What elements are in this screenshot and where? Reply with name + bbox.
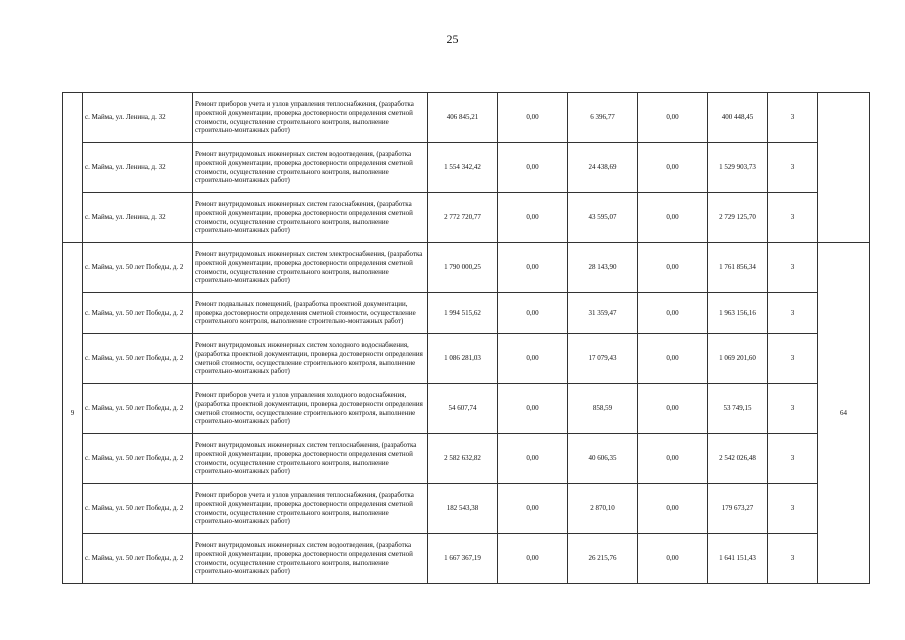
total-cost-cell: 54 607,74 [428, 384, 498, 434]
year-cell: 3 [768, 93, 818, 143]
fund-cost-cell: 0,00 [498, 334, 568, 384]
fund-cost-cell: 0,00 [498, 93, 568, 143]
address-cell: с. Майма, ул. 50 лет Победы, д. 2 [83, 384, 193, 434]
region-cost-cell: 24 438,69 [568, 143, 638, 193]
work-description-cell: Ремонт внутридомовых инженерных систем холодного водоснабжения, (разработка проектной документации, проверка достоверности определения сметной стоимости, осуществление строительного контроля, выполнение строительно-монтажных работ) [193, 334, 428, 384]
table-row [63, 143, 870, 193]
fund-cost-cell: 0,00 [498, 384, 568, 434]
local-cost-cell: 0,00 [638, 434, 708, 484]
fund-cost-cell: 0,00 [498, 243, 568, 293]
year-cell: 3 [768, 384, 818, 434]
address-cell: с. Майма, ул. 50 лет Победы, д. 2 [83, 334, 193, 384]
year-cell: 3 [768, 534, 818, 584]
page-number: 25 [446, 32, 459, 46]
address-cell: с. Майма, ул. 50 лет Победы, д. 2 [83, 434, 193, 484]
group-b-number-cell: 9 [63, 243, 83, 584]
local-cost-cell: 0,00 [638, 243, 708, 293]
region-cost-cell: 40 606,35 [568, 434, 638, 484]
work-description-cell: Ремонт внутридомовых инженерных систем газоснабжения, (разработка проектной документации, проверка достоверности определения сметной стоимости, осуществление строительного контроля, выполнение строительно-монтажных работ) [193, 193, 428, 243]
total-cost-cell: 1 994 515,62 [428, 293, 498, 334]
year-cell: 3 [768, 193, 818, 243]
address-cell: с. Майма, ул. 50 лет Победы, д. 2 [83, 484, 193, 534]
repair-works-table [62, 92, 870, 584]
owners-cost-cell: 179 673,27 [708, 484, 768, 534]
fund-cost-cell: 0,00 [498, 193, 568, 243]
local-cost-cell: 0,00 [638, 193, 708, 243]
table-row [63, 484, 870, 534]
fund-cost-cell: 0,00 [498, 534, 568, 584]
local-cost-cell: 0,00 [638, 534, 708, 584]
group-a-count-cell [818, 93, 870, 243]
region-cost-cell: 17 079,43 [568, 334, 638, 384]
owners-cost-cell: 1 529 903,73 [708, 143, 768, 193]
owners-cost-cell: 2 542 026,48 [708, 434, 768, 484]
total-cost-cell: 1 554 342,42 [428, 143, 498, 193]
region-cost-cell: 43 595,07 [568, 193, 638, 243]
total-cost-cell: 1 667 367,19 [428, 534, 498, 584]
region-cost-cell: 26 215,76 [568, 534, 638, 584]
table-row [63, 334, 870, 384]
work-description-cell: Ремонт приборов учета и узлов управления теплоснабжения, (разработка проектной документации, проверка достоверности определения сметной стоимости, осуществление строительного контроля, выполнение строительно-монтажных работ) [193, 484, 428, 534]
total-cost-cell: 182 543,38 [428, 484, 498, 534]
fund-cost-cell: 0,00 [498, 293, 568, 334]
group-a-number-cell [63, 93, 83, 243]
region-cost-cell: 6 396,77 [568, 93, 638, 143]
work-description-cell: Ремонт приборов учета и узлов управления холодного водоснабжения, (разработка проектной документации, проверка достоверности определения сметной стоимости, осуществление строительного контроля, выполнение строительно-монтажных работ) [193, 384, 428, 434]
owners-cost-cell: 1 641 151,43 [708, 534, 768, 584]
total-cost-cell: 1 086 281,03 [428, 334, 498, 384]
address-cell: с. Майма, ул. 50 лет Победы, д. 2 [83, 243, 193, 293]
year-cell: 3 [768, 434, 818, 484]
work-description-cell: Ремонт внутридомовых инженерных систем электроснабжения, (разработка проектной документации, проверка достоверности определения сметной стоимости, осуществление строительного контроля, выполнение строительно-монтажных работ) [193, 243, 428, 293]
local-cost-cell: 0,00 [638, 143, 708, 193]
address-cell: с. Майма, ул. Ленина, д. 32 [83, 93, 193, 143]
total-cost-cell: 2 582 632,82 [428, 434, 498, 484]
group-b-count-cell: 64 [818, 243, 870, 584]
table-row [63, 384, 870, 434]
work-description-cell: Ремонт подвальных помещений, (разработка проектной документации, проверка достоверности определения сметной стоимости, осуществление строительного контроля, выполнение строительно-монтажных работ) [193, 293, 428, 334]
owners-cost-cell: 1 761 856,34 [708, 243, 768, 293]
fund-cost-cell: 0,00 [498, 434, 568, 484]
address-cell: с. Майма, ул. 50 лет Победы, д. 2 [83, 534, 193, 584]
address-cell: с. Майма, ул. Ленина, д. 32 [83, 193, 193, 243]
year-cell: 3 [768, 334, 818, 384]
local-cost-cell: 0,00 [638, 293, 708, 334]
owners-cost-cell: 1 963 156,16 [708, 293, 768, 334]
local-cost-cell: 0,00 [638, 384, 708, 434]
fund-cost-cell: 0,00 [498, 143, 568, 193]
table-row [63, 243, 870, 293]
table-body [63, 93, 870, 584]
region-cost-cell: 31 359,47 [568, 293, 638, 334]
table-row [63, 93, 870, 143]
local-cost-cell: 0,00 [638, 484, 708, 534]
local-cost-cell: 0,00 [638, 334, 708, 384]
region-cost-cell: 858,59 [568, 384, 638, 434]
total-cost-cell: 406 845,21 [428, 93, 498, 143]
local-cost-cell: 0,00 [638, 93, 708, 143]
work-description-cell: Ремонт внутридомовых инженерных систем водоотведения, (разработка проектной документации, проверка достоверности определения сметной стоимости, осуществление строительного контроля, выполнение строительно-монтажных работ) [193, 143, 428, 193]
total-cost-cell: 1 790 000,25 [428, 243, 498, 293]
fund-cost-cell: 0,00 [498, 484, 568, 534]
table-row [63, 293, 870, 334]
owners-cost-cell: 53 749,15 [708, 384, 768, 434]
owners-cost-cell: 2 729 125,70 [708, 193, 768, 243]
year-cell: 3 [768, 484, 818, 534]
address-cell: с. Майма, ул. Ленина, д. 32 [83, 143, 193, 193]
owners-cost-cell: 1 069 201,60 [708, 334, 768, 384]
total-cost-cell: 2 772 720,77 [428, 193, 498, 243]
year-cell: 3 [768, 293, 818, 334]
table-row [63, 193, 870, 243]
work-description-cell: Ремонт внутридомовых инженерных систем водоотведения, (разработка проектной документации, проверка достоверности определения сметной стоимости, осуществление строительного контроля, выполнение строительно-монтажных работ) [193, 534, 428, 584]
year-cell: 3 [768, 143, 818, 193]
work-description-cell: Ремонт приборов учета и узлов управления теплоснабжения, (разработка проектной документации, проверка достоверности определения сметной стоимости, осуществление строительного контроля, выполнение строительно-монтажных работ) [193, 93, 428, 143]
region-cost-cell: 2 870,10 [568, 484, 638, 534]
region-cost-cell: 28 143,90 [568, 243, 638, 293]
owners-cost-cell: 400 448,45 [708, 93, 768, 143]
table-row [63, 434, 870, 484]
year-cell: 3 [768, 243, 818, 293]
work-description-cell: Ремонт внутридомовых инженерных систем теплоснабжения, (разработка проектной документации, проверка достоверности определения сметной стоимости, осуществление строительного контроля, выполнение строительно-монтажных работ) [193, 434, 428, 484]
address-cell: с. Майма, ул. 50 лет Победы, д. 2 [83, 293, 193, 334]
table-row [63, 534, 870, 584]
